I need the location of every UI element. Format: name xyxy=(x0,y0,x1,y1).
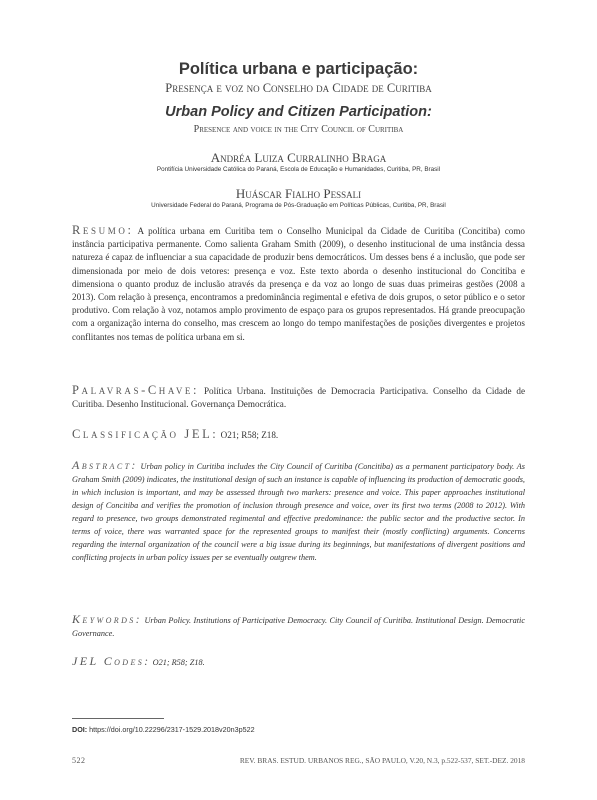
classificacao-text: O21; R58; Z18. xyxy=(220,430,279,440)
subtitle-english: Presence and voice in the City Council of Curitiba xyxy=(193,124,404,135)
resumo-label: Resumo: xyxy=(72,223,134,237)
keywords-label: Keywords: xyxy=(72,612,143,626)
resumo-text: A política urbana em Curitiba tem o Conselho Municipal da Cidade de Curitiba (Concitiba) como instância participativa permanente. Como salienta Graham Smith (2009), o desenho institucional de uma instância dessa natureza é capaz de influenciar a sua capacidade de produzir bens democráticos. Um desses bens é a inclusão, que pode ser dimensionada por meio de dois vetores: presença e voz. Este texto aborda o desenho institucional do Concitiba e dimensiona o quanto produz de inclusão através da presença e da voz ao longo de suas duas primeiras gestões (2008 a 2013). Com relação à presença, encontramos a predominância regimental e efetiva de dois grupos, o setor público e o setor produtivo. Com relação à voz, notamos amplo provimento de espaço para os grupos representados. Há grande preocupação com a organização interna do conselho, mas crescem ao longo do tempo manifestações de posições divergentes e projetos conflitantes nos temas de política urbana em si. xyxy=(72,226,525,342)
subtitle-portuguese: Presença e voz no Conselho da Cidade de Curitiba xyxy=(165,81,432,95)
abstract-text: Urban policy in Curitiba includes the City Council of Curitiba (Concitiba) as a permanent participatory body. As Graham Smith (2009) indicates, the institutional design of such an instance is capable of influencing its production of democratic goods, in which inclusion is important, and may be assessed through two markers: presence and voice. This paper approaches institutional design of Concitiba and verifies the promotion of inclusion through presence and voice, over its first two terms (2008 to 2012). With regard to presence, two groups demonstrated regimental and effective predominance: the public sector and the productive sector. In terms of voice, there was warranted space for the represented groups to manifest their (mostly conflicting) arguments. Concerns regarding the internal organization of the council were a big issue during its beginnings, but manifestations of divergent positions and conflicting projects in urban policy issues per se eventually outgrew them. xyxy=(72,462,526,562)
abstract-label: Abstract: xyxy=(72,458,138,472)
keywords-section xyxy=(72,613,525,640)
palavras-chave-text: Política Urbana. Instituições de Democracia Participativa. Conselho da Cidade de Curitiba. Desenho Institucional. Governança Democrática. xyxy=(72,386,526,410)
page-number: 522 xyxy=(72,756,86,765)
abstract-section xyxy=(72,459,525,564)
author-affiliation: Universidade Federal do Paraná, Programa de Pós-Graduação em Políticas Públicas, Curitiba, PR, Brasil xyxy=(151,202,446,209)
title-english: Urban Policy and Citizen Participation: xyxy=(165,104,432,120)
journal-citation: REV. BRAS. ESTUD. URBANOS REG., SÃO PAULO, V.20, N.3, p.522-537, SET.-DEZ. 2018 xyxy=(239,756,525,765)
jel-codes-label: JEL Codes: xyxy=(72,654,151,668)
classificacao-label: Classificação JEL: xyxy=(72,427,219,441)
palavras-chave-section xyxy=(72,384,525,411)
classificacao-section xyxy=(72,428,525,442)
doi-label: DOI: xyxy=(72,725,88,734)
resumo-section xyxy=(72,224,525,344)
footnote-divider xyxy=(72,718,164,719)
doi-link[interactable]: https://doi.org/10.22296/2317-1529.2018v20n3p522 xyxy=(89,725,255,734)
author-name: Andréa Luiza Curralinho Braga xyxy=(210,150,387,165)
author-name: Huáscar Fialho Pessali xyxy=(235,186,362,201)
jel-codes-text: O21; R58; Z18. xyxy=(152,658,205,667)
doi-line xyxy=(72,725,255,734)
jel-codes-section xyxy=(72,655,525,669)
title-portuguese: Política urbana e participação: xyxy=(178,60,419,78)
keywords-text: Urban Policy. Institutions of Participative Democracy. City Council of Curitiba. Institutional Design. Democratic Governance. xyxy=(72,616,525,638)
author-affiliation: Pontifícia Universidade Católica do Paraná, Escola de Educação e Humanidades, Curitiba, PR, Brasil xyxy=(156,166,441,173)
palavras-chave-label: Palavras-Chave: xyxy=(72,383,200,397)
